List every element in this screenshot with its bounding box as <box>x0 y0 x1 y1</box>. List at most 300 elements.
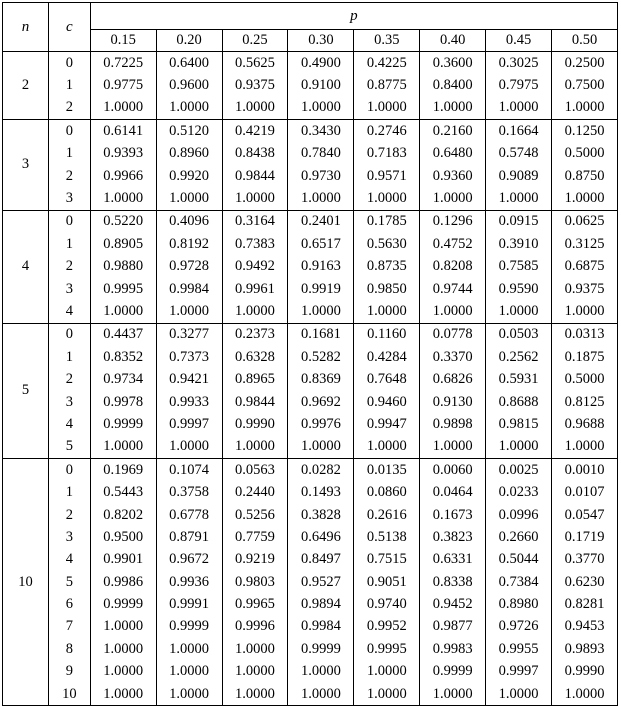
probability-cell: 0.8791 <box>156 526 222 548</box>
probability-cell: 0.9100 <box>288 74 354 96</box>
probability-cell: 1.0000 <box>354 661 420 683</box>
table-row <box>3 593 618 615</box>
probability-cell: 0.1719 <box>552 526 618 548</box>
probability-cell: 0.5282 <box>288 346 354 368</box>
table-row <box>3 300 618 323</box>
probability-cell: 0.7183 <box>354 143 420 165</box>
probability-cell: 1.0000 <box>288 97 354 120</box>
probability-cell: 1.0000 <box>222 638 288 660</box>
probability-cell: 0.9460 <box>354 391 420 413</box>
probability-cell: 1.0000 <box>90 97 156 120</box>
probability-cell: 0.2401 <box>288 210 354 233</box>
c-value-cell: 2 <box>48 97 90 120</box>
table-row <box>3 683 618 706</box>
probability-cell: 0.9492 <box>222 256 288 278</box>
table-row <box>3 323 618 346</box>
c-value-cell: 1 <box>48 74 90 96</box>
p-value-header: 0.40 <box>420 30 486 52</box>
c-value-cell: 4 <box>48 300 90 323</box>
probability-cell: 0.3164 <box>222 210 288 233</box>
probability-cell: 0.0135 <box>354 459 420 482</box>
probability-cell: 0.9986 <box>90 571 156 593</box>
probability-cell: 0.6517 <box>288 233 354 255</box>
probability-cell: 1.0000 <box>222 661 288 683</box>
probability-cell: 0.0313 <box>552 323 618 346</box>
n-header: n <box>3 3 49 52</box>
probability-cell: 0.9933 <box>156 391 222 413</box>
table-row <box>3 256 618 278</box>
probability-cell: 0.7648 <box>354 368 420 390</box>
probability-cell: 0.9990 <box>552 661 618 683</box>
probability-cell: 1.0000 <box>288 683 354 706</box>
c-value-cell: 2 <box>48 504 90 526</box>
probability-cell: 0.4752 <box>420 233 486 255</box>
probability-cell: 1.0000 <box>222 187 288 210</box>
probability-cell: 0.9995 <box>90 278 156 300</box>
probability-cell: 1.0000 <box>156 436 222 459</box>
probability-cell: 0.0860 <box>354 481 420 503</box>
probability-cell: 0.5625 <box>222 52 288 75</box>
probability-cell: 0.9997 <box>486 661 552 683</box>
probability-cell: 0.9728 <box>156 256 222 278</box>
p-value-header: 0.50 <box>552 30 618 52</box>
probability-cell: 0.5120 <box>156 120 222 143</box>
c-value-cell: 1 <box>48 233 90 255</box>
probability-cell: 0.0233 <box>486 481 552 503</box>
probability-cell: 0.9360 <box>420 165 486 187</box>
probability-cell: 0.9976 <box>288 413 354 435</box>
probability-cell: 0.7383 <box>222 233 288 255</box>
probability-cell: 0.9978 <box>90 391 156 413</box>
probability-cell: 0.2373 <box>222 323 288 346</box>
probability-cell: 0.9590 <box>486 278 552 300</box>
table-row <box>3 526 618 548</box>
probability-cell: 0.5443 <box>90 481 156 503</box>
probability-cell: 1.0000 <box>222 436 288 459</box>
n-value-cell: 4 <box>3 210 49 323</box>
probability-cell: 0.7500 <box>552 74 618 96</box>
probability-cell: 1.0000 <box>90 187 156 210</box>
probability-cell: 0.0060 <box>420 459 486 482</box>
probability-cell: 1.0000 <box>486 97 552 120</box>
probability-cell: 0.9726 <box>486 616 552 638</box>
header-row-p-values <box>3 30 618 52</box>
probability-cell: 0.9775 <box>90 74 156 96</box>
probability-cell: 0.9952 <box>354 616 420 638</box>
probability-cell: 1.0000 <box>486 683 552 706</box>
probability-cell: 0.0778 <box>420 323 486 346</box>
probability-cell: 1.0000 <box>420 683 486 706</box>
probability-cell: 0.0025 <box>486 459 552 482</box>
table-row <box>3 368 618 390</box>
probability-cell: 0.2440 <box>222 481 288 503</box>
probability-cell: 0.0563 <box>222 459 288 482</box>
probability-cell: 0.9984 <box>288 616 354 638</box>
probability-cell: 0.2562 <box>486 346 552 368</box>
c-value-cell: 7 <box>48 616 90 638</box>
probability-cell: 0.4284 <box>354 346 420 368</box>
c-value-cell: 8 <box>48 638 90 660</box>
probability-cell: 0.9898 <box>420 413 486 435</box>
probability-cell: 0.9893 <box>552 638 618 660</box>
probability-cell: 0.6328 <box>222 346 288 368</box>
probability-cell: 1.0000 <box>552 683 618 706</box>
probability-cell: 0.9744 <box>420 278 486 300</box>
probability-cell: 0.9527 <box>288 571 354 593</box>
table-row <box>3 52 618 75</box>
probability-cell: 1.0000 <box>354 683 420 706</box>
probability-cell: 0.9961 <box>222 278 288 300</box>
probability-cell: 0.9692 <box>288 391 354 413</box>
probability-cell: 1.0000 <box>420 187 486 210</box>
probability-cell: 0.9901 <box>90 549 156 571</box>
probability-cell: 0.6826 <box>420 368 486 390</box>
probability-cell: 0.9999 <box>90 593 156 615</box>
table-row <box>3 187 618 210</box>
probability-cell: 0.8735 <box>354 256 420 278</box>
probability-cell: 0.3025 <box>486 52 552 75</box>
probability-cell: 0.9965 <box>222 593 288 615</box>
probability-cell: 0.1250 <box>552 120 618 143</box>
probability-cell: 0.3277 <box>156 323 222 346</box>
c-value-cell: 1 <box>48 346 90 368</box>
table-row <box>3 210 618 233</box>
n-value-cell: 10 <box>3 459 49 706</box>
probability-cell: 0.9999 <box>90 413 156 435</box>
probability-cell: 0.8965 <box>222 368 288 390</box>
probability-cell: 1.0000 <box>90 436 156 459</box>
probability-cell: 0.8688 <box>486 391 552 413</box>
probability-cell: 0.6400 <box>156 52 222 75</box>
probability-cell: 1.0000 <box>156 187 222 210</box>
probability-cell: 0.2660 <box>486 526 552 548</box>
probability-cell: 0.7585 <box>486 256 552 278</box>
probability-cell: 0.7759 <box>222 526 288 548</box>
probability-cell: 1.0000 <box>222 300 288 323</box>
probability-cell: 0.8281 <box>552 593 618 615</box>
probability-cell: 0.5000 <box>552 368 618 390</box>
probability-cell: 1.0000 <box>354 436 420 459</box>
table-row <box>3 459 618 482</box>
c-value-cell: 3 <box>48 278 90 300</box>
probability-cell: 0.9571 <box>354 165 420 187</box>
probability-cell: 0.0282 <box>288 459 354 482</box>
probability-cell: 0.9393 <box>90 143 156 165</box>
probability-cell: 0.8202 <box>90 504 156 526</box>
binomial-table <box>2 2 618 706</box>
probability-cell: 0.9919 <box>288 278 354 300</box>
probability-cell: 0.4437 <box>90 323 156 346</box>
table-row <box>3 233 618 255</box>
probability-cell: 0.9688 <box>552 413 618 435</box>
c-value-cell: 5 <box>48 571 90 593</box>
probability-cell: 0.3125 <box>552 233 618 255</box>
n-value-cell: 3 <box>3 120 49 211</box>
table-row <box>3 616 618 638</box>
probability-cell: 0.6496 <box>288 526 354 548</box>
probability-cell: 1.0000 <box>90 638 156 660</box>
probability-cell: 0.9966 <box>90 165 156 187</box>
probability-cell: 0.4219 <box>222 120 288 143</box>
probability-cell: 0.9219 <box>222 549 288 571</box>
probability-cell: 0.5138 <box>354 526 420 548</box>
table-body <box>3 52 618 706</box>
probability-cell: 0.8125 <box>552 391 618 413</box>
probability-cell: 0.9600 <box>156 74 222 96</box>
probability-cell: 0.9955 <box>486 638 552 660</box>
table-row <box>3 97 618 120</box>
table-row <box>3 143 618 165</box>
c-value-cell: 5 <box>48 436 90 459</box>
probability-cell: 0.3910 <box>486 233 552 255</box>
probability-cell: 0.9672 <box>156 549 222 571</box>
probability-cell: 0.1493 <box>288 481 354 503</box>
probability-cell: 0.0625 <box>552 210 618 233</box>
header-row-main <box>3 3 618 30</box>
probability-cell: 0.0915 <box>486 210 552 233</box>
c-value-cell: 2 <box>48 368 90 390</box>
probability-cell: 1.0000 <box>90 616 156 638</box>
probability-cell: 1.0000 <box>552 187 618 210</box>
p-value-header: 0.20 <box>156 30 222 52</box>
probability-cell: 0.7384 <box>486 571 552 593</box>
probability-cell: 0.2500 <box>552 52 618 75</box>
probability-cell: 1.0000 <box>354 300 420 323</box>
probability-cell: 0.8438 <box>222 143 288 165</box>
p-header: p <box>90 3 617 30</box>
probability-cell: 0.1681 <box>288 323 354 346</box>
p-value-header: 0.15 <box>90 30 156 52</box>
probability-cell: 0.5044 <box>486 549 552 571</box>
probability-cell: 0.0010 <box>552 459 618 482</box>
probability-cell: 0.9850 <box>354 278 420 300</box>
probability-cell: 0.2746 <box>354 120 420 143</box>
probability-cell: 0.9990 <box>222 413 288 435</box>
probability-cell: 0.9375 <box>222 74 288 96</box>
c-value-cell: 0 <box>48 323 90 346</box>
probability-cell: 0.9995 <box>354 638 420 660</box>
probability-cell: 0.0996 <box>486 504 552 526</box>
probability-cell: 0.3370 <box>420 346 486 368</box>
table-row <box>3 120 618 143</box>
c-value-cell: 4 <box>48 549 90 571</box>
c-value-cell: 1 <box>48 143 90 165</box>
probability-cell: 0.8497 <box>288 549 354 571</box>
table-row <box>3 571 618 593</box>
probability-cell: 1.0000 <box>288 661 354 683</box>
probability-cell: 0.9996 <box>222 616 288 638</box>
p-value-header: 0.45 <box>486 30 552 52</box>
probability-cell: 0.9130 <box>420 391 486 413</box>
probability-cell: 0.9452 <box>420 593 486 615</box>
c-value-cell: 6 <box>48 593 90 615</box>
probability-cell: 0.8338 <box>420 571 486 593</box>
probability-cell: 0.0547 <box>552 504 618 526</box>
probability-cell: 0.9815 <box>486 413 552 435</box>
probability-cell: 1.0000 <box>156 300 222 323</box>
probability-cell: 0.6875 <box>552 256 618 278</box>
probability-cell: 0.4096 <box>156 210 222 233</box>
n-value-cell: 2 <box>3 52 49 120</box>
table-row <box>3 346 618 368</box>
probability-cell: 0.9740 <box>354 593 420 615</box>
c-value-cell: 3 <box>48 187 90 210</box>
probability-cell: 0.9920 <box>156 165 222 187</box>
probability-cell: 0.9500 <box>90 526 156 548</box>
c-value-cell: 0 <box>48 210 90 233</box>
table-row <box>3 436 618 459</box>
probability-cell: 0.1785 <box>354 210 420 233</box>
probability-cell: 1.0000 <box>354 97 420 120</box>
probability-cell: 0.9880 <box>90 256 156 278</box>
probability-cell: 0.1664 <box>486 120 552 143</box>
probability-cell: 0.9051 <box>354 571 420 593</box>
probability-cell: 0.9089 <box>486 165 552 187</box>
probability-cell: 1.0000 <box>156 661 222 683</box>
table-row <box>3 549 618 571</box>
probability-cell: 0.6141 <box>90 120 156 143</box>
probability-cell: 0.6331 <box>420 549 486 571</box>
probability-cell: 0.5256 <box>222 504 288 526</box>
probability-cell: 0.8905 <box>90 233 156 255</box>
probability-cell: 0.9844 <box>222 165 288 187</box>
table-row <box>3 391 618 413</box>
probability-cell: 0.4225 <box>354 52 420 75</box>
probability-cell: 1.0000 <box>90 300 156 323</box>
c-value-cell: 3 <box>48 391 90 413</box>
probability-cell: 0.9844 <box>222 391 288 413</box>
probability-cell: 0.9947 <box>354 413 420 435</box>
probability-cell: 0.3430 <box>288 120 354 143</box>
probability-cell: 0.9983 <box>420 638 486 660</box>
p-value-header: 0.30 <box>288 30 354 52</box>
probability-cell: 0.6480 <box>420 143 486 165</box>
probability-cell: 0.8980 <box>486 593 552 615</box>
probability-cell: 1.0000 <box>156 97 222 120</box>
table-row <box>3 661 618 683</box>
probability-cell: 1.0000 <box>486 436 552 459</box>
probability-cell: 0.9421 <box>156 368 222 390</box>
probability-cell: 0.7975 <box>486 74 552 96</box>
probability-cell: 0.2616 <box>354 504 420 526</box>
probability-cell: 1.0000 <box>288 300 354 323</box>
probability-cell: 1.0000 <box>90 683 156 706</box>
table-row <box>3 413 618 435</box>
table-row <box>3 165 618 187</box>
probability-cell: 0.3770 <box>552 549 618 571</box>
probability-cell: 0.1160 <box>354 323 420 346</box>
probability-cell: 1.0000 <box>552 97 618 120</box>
probability-cell: 0.5000 <box>552 143 618 165</box>
probability-cell: 0.9894 <box>288 593 354 615</box>
probability-cell: 0.1875 <box>552 346 618 368</box>
probability-cell: 0.8192 <box>156 233 222 255</box>
probability-cell: 0.9999 <box>288 638 354 660</box>
probability-cell: 0.0503 <box>486 323 552 346</box>
probability-cell: 0.6230 <box>552 571 618 593</box>
probability-cell: 0.3600 <box>420 52 486 75</box>
c-value-cell: 10 <box>48 683 90 706</box>
table-row <box>3 278 618 300</box>
probability-cell: 0.9375 <box>552 278 618 300</box>
probability-cell: 0.3828 <box>288 504 354 526</box>
probability-cell: 0.1296 <box>420 210 486 233</box>
probability-cell: 0.2160 <box>420 120 486 143</box>
probability-cell: 0.9991 <box>156 593 222 615</box>
probability-cell: 1.0000 <box>552 300 618 323</box>
probability-cell: 1.0000 <box>90 661 156 683</box>
probability-cell: 0.3823 <box>420 526 486 548</box>
probability-cell: 0.5748 <box>486 143 552 165</box>
probability-cell: 0.5931 <box>486 368 552 390</box>
probability-cell: 0.9163 <box>288 256 354 278</box>
probability-cell: 0.9730 <box>288 165 354 187</box>
probability-cell: 0.9984 <box>156 278 222 300</box>
table-row <box>3 504 618 526</box>
c-value-cell: 0 <box>48 120 90 143</box>
probability-cell: 0.5630 <box>354 233 420 255</box>
c-value-cell: 0 <box>48 52 90 75</box>
probability-cell: 1.0000 <box>486 187 552 210</box>
table-row <box>3 74 618 96</box>
probability-cell: 0.8775 <box>354 74 420 96</box>
probability-cell: 0.0464 <box>420 481 486 503</box>
c-value-cell: 0 <box>48 459 90 482</box>
probability-cell: 1.0000 <box>420 300 486 323</box>
probability-cell: 1.0000 <box>552 436 618 459</box>
probability-cell: 0.9877 <box>420 616 486 638</box>
probability-cell: 0.5220 <box>90 210 156 233</box>
c-value-cell: 4 <box>48 413 90 435</box>
c-value-cell: 2 <box>48 165 90 187</box>
probability-cell: 0.8400 <box>420 74 486 96</box>
p-value-header: 0.25 <box>222 30 288 52</box>
c-value-cell: 1 <box>48 481 90 503</box>
probability-cell: 0.9999 <box>420 661 486 683</box>
c-value-cell: 2 <box>48 256 90 278</box>
probability-cell: 0.9803 <box>222 571 288 593</box>
probability-cell: 0.8352 <box>90 346 156 368</box>
probability-cell: 1.0000 <box>288 187 354 210</box>
p-value-header: 0.35 <box>354 30 420 52</box>
probability-cell: 0.4900 <box>288 52 354 75</box>
probability-cell: 1.0000 <box>354 187 420 210</box>
probability-cell: 1.0000 <box>486 300 552 323</box>
probability-cell: 0.7373 <box>156 346 222 368</box>
c-value-cell: 3 <box>48 526 90 548</box>
probability-cell: 0.9997 <box>156 413 222 435</box>
probability-cell: 0.7515 <box>354 549 420 571</box>
table-row <box>3 481 618 503</box>
probability-cell: 0.1969 <box>90 459 156 482</box>
probability-cell: 0.3758 <box>156 481 222 503</box>
probability-cell: 0.6778 <box>156 504 222 526</box>
probability-cell: 0.7840 <box>288 143 354 165</box>
c-value-cell: 9 <box>48 661 90 683</box>
probability-cell: 0.8750 <box>552 165 618 187</box>
probability-cell: 0.9999 <box>156 616 222 638</box>
probability-cell: 1.0000 <box>156 683 222 706</box>
probability-cell: 0.8369 <box>288 368 354 390</box>
table-row <box>3 638 618 660</box>
probability-cell: 1.0000 <box>420 436 486 459</box>
probability-cell: 1.0000 <box>222 97 288 120</box>
c-header: c <box>48 3 90 52</box>
probability-cell: 0.9453 <box>552 616 618 638</box>
probability-cell: 0.8208 <box>420 256 486 278</box>
probability-cell: 0.0107 <box>552 481 618 503</box>
probability-cell: 1.0000 <box>156 638 222 660</box>
